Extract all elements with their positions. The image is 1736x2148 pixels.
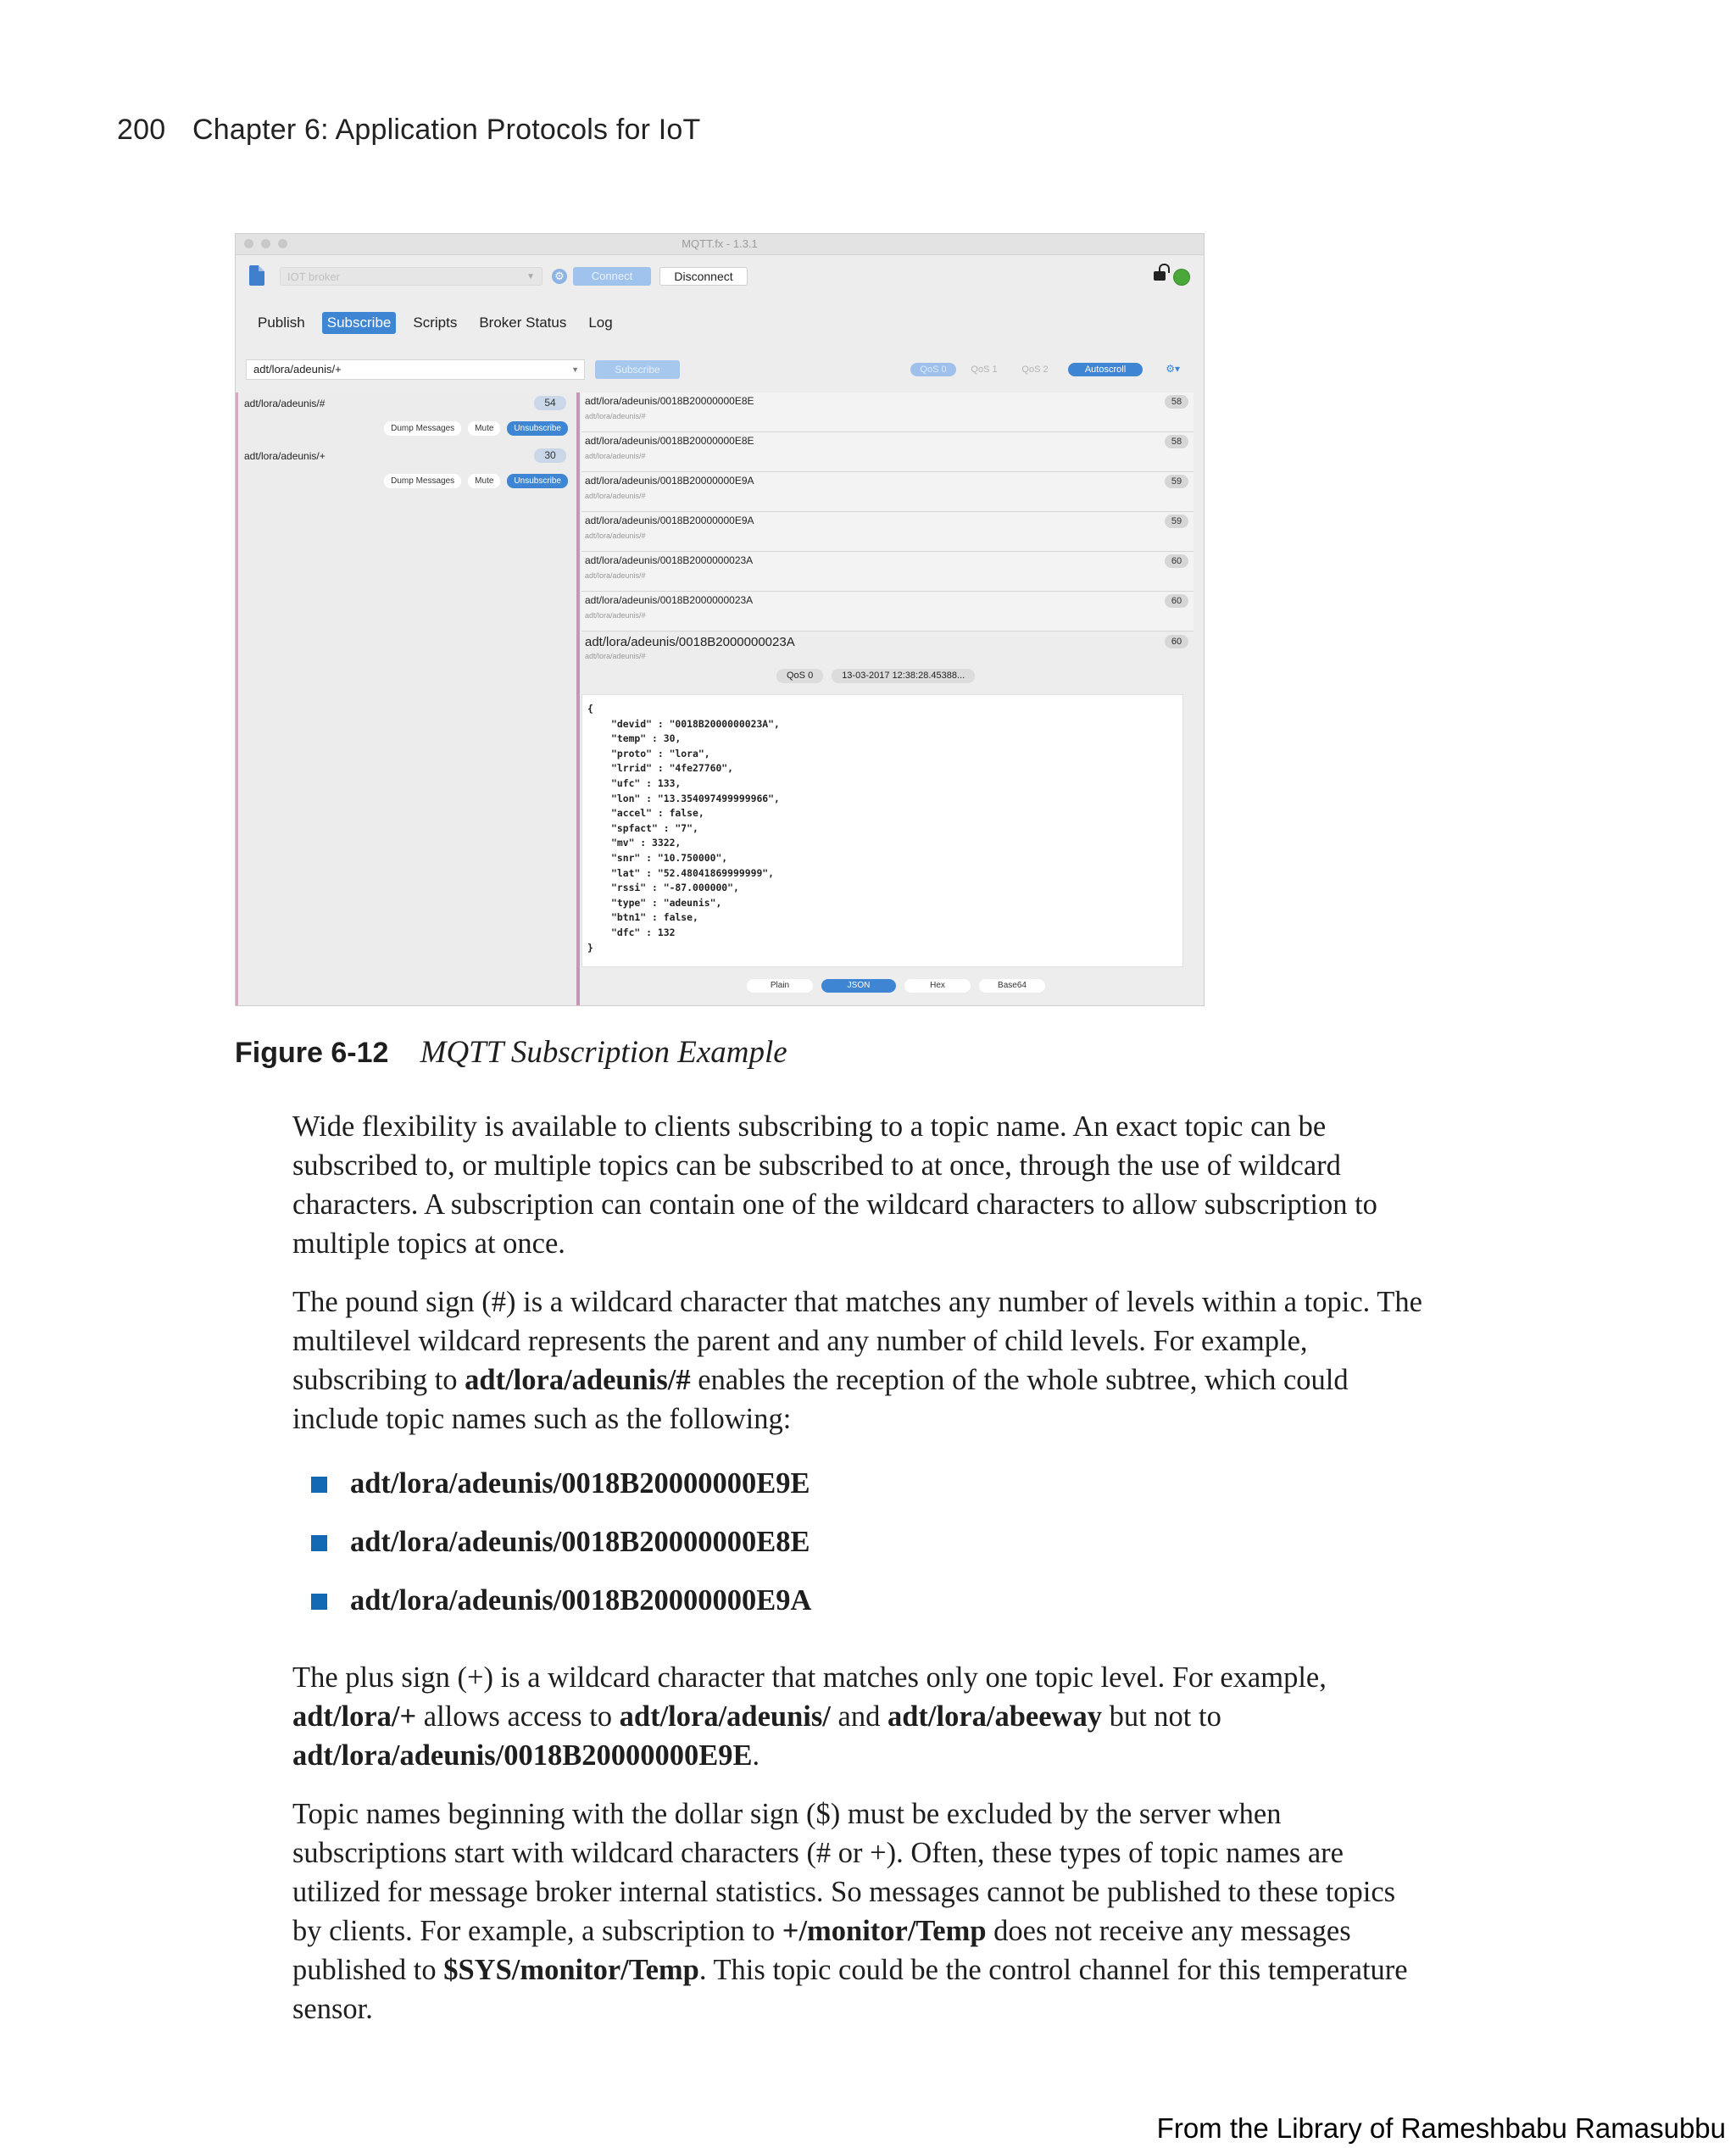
- message-list: [581, 392, 1194, 632]
- subscription-actions: [384, 421, 568, 436]
- message-subscription: adt/lora/adeunis/#: [585, 571, 646, 580]
- message-row[interactable]: [581, 512, 1194, 552]
- message-number-badge: 59: [1165, 515, 1188, 528]
- message-number-badge: 58: [1165, 395, 1188, 409]
- window-titlebar: [236, 234, 1204, 255]
- list-item: [292, 1581, 1428, 1639]
- message-subscription: adt/lora/adeunis/#: [585, 492, 646, 500]
- message-number-badge: 58: [1165, 435, 1188, 448]
- message-count-badge: 54: [534, 396, 566, 410]
- message-row[interactable]: [581, 472, 1194, 512]
- library-footer: From the Library of Rameshbabu Ramasubbu: [1156, 2112, 1726, 2144]
- subscribe-row: [246, 359, 1194, 380]
- payload-line: "rssi" : "-87.000000",: [611, 882, 739, 894]
- list-item-text: adt/lora/adeunis/0018B20000000E9A: [350, 1584, 812, 1617]
- payload-line: "lrrid" : "4fe27760",: [611, 762, 734, 775]
- window-title: MQTT.fx - 1.3.1: [682, 237, 758, 250]
- bullet-square-icon: [311, 1535, 327, 1551]
- text-run: allows access to: [416, 1700, 620, 1733]
- topic-input[interactable]: [246, 359, 585, 380]
- timestamp-badge: 13-03-2017 12:38:28.45388...: [832, 669, 975, 683]
- detail-meta: [776, 669, 975, 683]
- text-run: and: [830, 1700, 887, 1733]
- payload-line: "dfc" : 132: [611, 926, 676, 938]
- text-run: . This topic could be the control channel for this temperature sensor.: [292, 1954, 1408, 2025]
- payload-line: "ufc" : 133,: [611, 776, 682, 789]
- broker-profile-value: IOT broker: [287, 270, 340, 283]
- detail-topic: adt/lora/adeunis/0018B2000000023A: [585, 635, 795, 649]
- message-detail: [581, 632, 1194, 1005]
- list-item-text: adt/lora/adeunis/0018B20000000E8E: [350, 1526, 810, 1558]
- running-head: [117, 114, 701, 147]
- topic-name: +/monitor/Temp: [782, 1915, 987, 1947]
- text-run: .: [752, 1739, 760, 1772]
- payload-line: "type" : "adeunis",: [611, 896, 722, 909]
- qos-1-toggle[interactable]: QoS 1: [971, 364, 998, 375]
- tab-publish[interactable]: Publish: [258, 314, 305, 331]
- message-count-badge: 30: [534, 448, 566, 463]
- file-icon: [249, 265, 264, 286]
- payload-line: }: [587, 941, 593, 954]
- message-row[interactable]: [581, 392, 1194, 432]
- text-run: The pound sign (#) is a wildcard character that matches any number of levels within a topic. The multilevel wildcard represents the parent and any number of child levels. For example, subscribing to: [292, 1286, 1422, 1396]
- mute-button[interactable]: Mute: [468, 421, 500, 436]
- payload-viewer[interactable]: [581, 694, 1183, 967]
- message-subscription: adt/lora/adeunis/#: [585, 611, 646, 620]
- mqtt-fx-screenshot: [235, 233, 1205, 1006]
- main-tabs: [253, 312, 618, 334]
- text-run: Topic names beginning with the dollar sign ($) must be excluded by the server when subscriptions start with wildcard characters (# or +). Often, these types of topic names are utilized for message broker internal statistics. So messages cannot be published to these topics by clients. For example, a subscription to: [292, 1798, 1396, 1947]
- subscription-item[interactable]: [236, 445, 576, 498]
- tab-subscribe[interactable]: Subscribe: [322, 312, 397, 334]
- disconnect-button[interactable]: Disconnect: [659, 267, 748, 286]
- unsubscribe-button[interactable]: Unsubscribe: [507, 474, 568, 488]
- autoscroll-toggle[interactable]: Autoscroll: [1068, 363, 1143, 376]
- format-hex-toggle[interactable]: Hex: [904, 979, 971, 993]
- page-number: 200: [117, 114, 166, 146]
- message-number-badge: 60: [1165, 554, 1188, 568]
- topic-list: [292, 1464, 1428, 1639]
- mute-button[interactable]: Mute: [468, 474, 500, 488]
- body-text: [292, 1107, 1428, 2048]
- subscription-topic: adt/lora/adeunis/#: [244, 398, 326, 409]
- text-run: does not receive any messages published to: [292, 1915, 1351, 1986]
- format-base64-toggle[interactable]: Base64: [979, 979, 1045, 993]
- payload-line: "lat" : "52.48041869999999",: [611, 866, 775, 879]
- payload-line: "proto" : "lora",: [611, 747, 710, 760]
- qos-0-toggle[interactable]: QoS 0: [910, 363, 956, 376]
- message-topic: adt/lora/adeunis/0018B2000000023A: [585, 554, 754, 566]
- topic-name: adt/lora/+: [292, 1700, 417, 1733]
- payload-line: "snr" : "10.750000",: [611, 851, 728, 864]
- detail-subscription: adt/lora/adeunis/#: [585, 652, 646, 660]
- message-row[interactable]: [581, 552, 1194, 592]
- figure-title: MQTT Subscription Example: [420, 1035, 787, 1070]
- topic-name: adt/lora/adeunis/0018B20000000E9E: [292, 1739, 753, 1772]
- unlock-icon: [1154, 271, 1166, 281]
- message-row[interactable]: [581, 432, 1194, 472]
- subscription-topic: adt/lora/adeunis/+: [244, 450, 326, 462]
- tab-scripts[interactable]: Scripts: [413, 314, 458, 331]
- unsubscribe-button[interactable]: Unsubscribe: [507, 421, 568, 436]
- text-run: The plus sign (+) is a wildcard character that matches only one topic level. For example,: [292, 1661, 1327, 1694]
- paragraph: [292, 1658, 1428, 1775]
- dump-messages-button[interactable]: Dump Messages: [384, 474, 461, 488]
- payload-line: "devid" : "0018B2000000023A",: [611, 717, 780, 730]
- detail-number-badge: 60: [1165, 635, 1188, 648]
- list-item: [292, 1522, 1428, 1581]
- connection-status-icon: [1173, 269, 1190, 286]
- figure-label: Figure 6-12: [235, 1037, 389, 1069]
- paragraph: Wide flexibility is available to clients subscribing to a topic name. An exact topic can be subscribed to, or multiple topics can be subscribed to at once, through the use of wildcard characters. A subscription can contain one of the wildcard characters to allow subscription to multiple topics at once.: [292, 1110, 1377, 1260]
- message-topic: adt/lora/adeunis/0018B20000000E8E: [585, 395, 754, 407]
- message-topic: adt/lora/adeunis/0018B20000000E9A: [585, 475, 754, 487]
- messages-panel: [581, 392, 1194, 1005]
- tab-broker-status[interactable]: Broker Status: [479, 314, 567, 331]
- topic-name: adt/lora/abeeway: [887, 1700, 1102, 1733]
- topic-name: $SYS/monitor/Temp: [443, 1954, 699, 1986]
- chevron-down-icon: ▼: [526, 272, 535, 281]
- payload-format-selector: [747, 979, 1045, 993]
- message-topic: adt/lora/adeunis/0018B20000000E8E: [585, 435, 754, 447]
- payload-line: "spfact" : "7",: [611, 821, 698, 834]
- subscription-actions: [384, 474, 568, 488]
- message-row[interactable]: [581, 592, 1194, 632]
- message-subscription: adt/lora/adeunis/#: [585, 531, 646, 540]
- gear-icon[interactable]: ⚙: [552, 269, 567, 284]
- subscription-item[interactable]: [236, 392, 576, 445]
- topic-name: adt/lora/adeunis/#: [465, 1364, 691, 1396]
- connection-toolbar: [236, 255, 1204, 298]
- dump-messages-button[interactable]: Dump Messages: [384, 421, 461, 436]
- connect-button[interactable]: Connect: [573, 267, 651, 286]
- payload-line: {: [587, 703, 593, 715]
- topic-input-value: adt/lora/adeunis/+: [253, 363, 342, 376]
- topic-name: adt/lora/adeunis/: [619, 1700, 831, 1733]
- paragraph: [292, 1795, 1428, 2028]
- qos-2-toggle[interactable]: QoS 2: [1021, 364, 1049, 375]
- paragraph: [292, 1283, 1428, 1438]
- message-number-badge: 60: [1165, 594, 1188, 608]
- message-subscription: adt/lora/adeunis/#: [585, 452, 646, 460]
- message-topic: adt/lora/adeunis/0018B20000000E9A: [585, 515, 754, 526]
- payload-line: "btn1" : false,: [611, 911, 698, 924]
- qos-selector: [910, 363, 1143, 376]
- subscribe-button[interactable]: Subscribe: [595, 360, 680, 379]
- bullet-square-icon: [311, 1477, 327, 1493]
- payload-line: "temp" : 30,: [611, 732, 682, 745]
- chapter-title: Chapter 6: Application Protocols for IoT: [192, 114, 701, 146]
- format-plain-toggle[interactable]: Plain: [747, 979, 813, 993]
- chevron-down-icon[interactable]: ▼: [571, 365, 579, 374]
- message-topic: adt/lora/adeunis/0018B2000000023A: [585, 594, 754, 606]
- payload-line: "lon" : "13.354097499999966",: [611, 792, 780, 804]
- text-run: enables the reception of the whole subtree, which could include topic names such as the following:: [292, 1364, 1349, 1435]
- message-number-badge: 59: [1165, 475, 1188, 488]
- bullet-square-icon: [311, 1594, 327, 1610]
- message-subscription: adt/lora/adeunis/#: [585, 412, 646, 420]
- qos-badge: QoS 0: [776, 669, 823, 683]
- text-run: but not to: [1101, 1700, 1221, 1733]
- format-json-toggle[interactable]: JSON: [821, 979, 896, 993]
- settings-dropdown-icon[interactable]: ⚙▾: [1166, 363, 1180, 375]
- list-item: [292, 1464, 1428, 1522]
- figure-caption: [235, 1034, 787, 1071]
- subscriptions-panel: [236, 392, 580, 1005]
- list-item-text: adt/lora/adeunis/0018B20000000E9E: [350, 1467, 810, 1500]
- payload-line: "mv" : 3322,: [611, 837, 682, 849]
- broker-profile-select[interactable]: [280, 267, 542, 286]
- tab-log[interactable]: Log: [588, 314, 613, 331]
- payload-line: "accel" : false,: [611, 807, 704, 820]
